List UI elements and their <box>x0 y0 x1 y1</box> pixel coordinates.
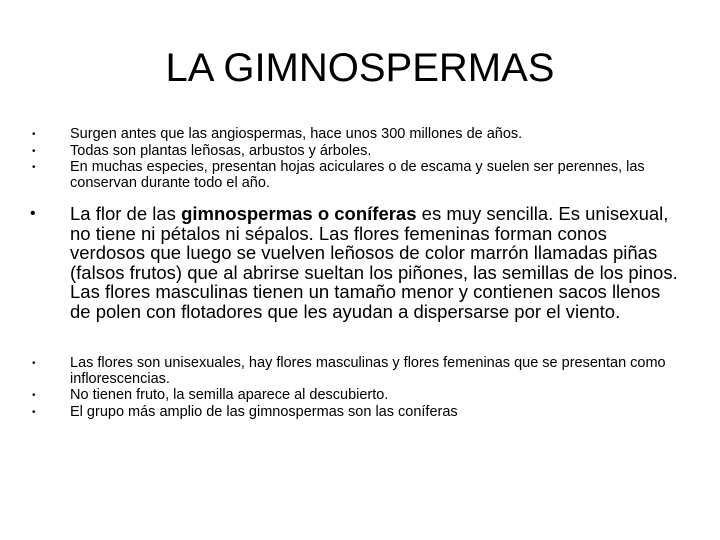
list-item <box>30 127 680 143</box>
list-item-text: No tienen fruto, la semilla aparece al descubierto. <box>70 387 389 403</box>
list-item-text: En muchas especies, presentan hojas aciculares o de escama y suelen ser perennes, las conservan durante todo el año. <box>70 159 645 191</box>
bullet-icon: • <box>32 145 36 157</box>
main-bullet-list <box>30 204 680 322</box>
main-text-part2: es muy sencilla. Es unisexual, no tiene ni pétalos ni sépalos. Las flores femeninas forman conos verdosos que luego se vuelven leñosos de color marrón llamadas piñas (falsos frutos) que al abrirse sueltan los piñones, las semillas de los pinos. Las flores masculinas tienen un tamaño menor y contienen sacos llenos de polen con flotadores que les ayudan a dispersarse por el viento. <box>70 203 678 322</box>
list-item-text: Las flores son unisexuales, hay flores masculinas y flores femeninas que se presentan como inflorescencias. <box>70 355 666 387</box>
list-item <box>30 356 680 387</box>
list-item-text: El grupo más amplio de las gimnospermas son las coníferas <box>70 403 458 420</box>
list-item <box>30 160 680 191</box>
bullet-icon: • <box>30 205 36 222</box>
bullet-icon: • <box>32 129 36 140</box>
bullet-icon: • <box>32 406 36 418</box>
bullet-icon: • <box>32 358 36 369</box>
bullet-icon: • <box>32 390 36 401</box>
list-item-text: Surgen antes que las angiospermas, hace unos 300 millones de años. <box>70 126 523 142</box>
main-text-part1: La flor de las <box>70 203 182 224</box>
list-item <box>30 405 680 421</box>
list-item-text: Todas son plantas leñosas, arbustos y árboles. <box>70 142 372 159</box>
intro-bullet-list <box>30 127 680 191</box>
details-bullet-list <box>30 356 680 420</box>
list-item <box>30 388 680 404</box>
main-paragraph <box>30 204 680 322</box>
main-text-bold: gimnospermas o coníferas <box>181 203 417 224</box>
slide-title: LA GIMNOSPERMAS <box>165 46 555 90</box>
bullet-icon: • <box>32 162 36 173</box>
list-item <box>30 144 680 160</box>
